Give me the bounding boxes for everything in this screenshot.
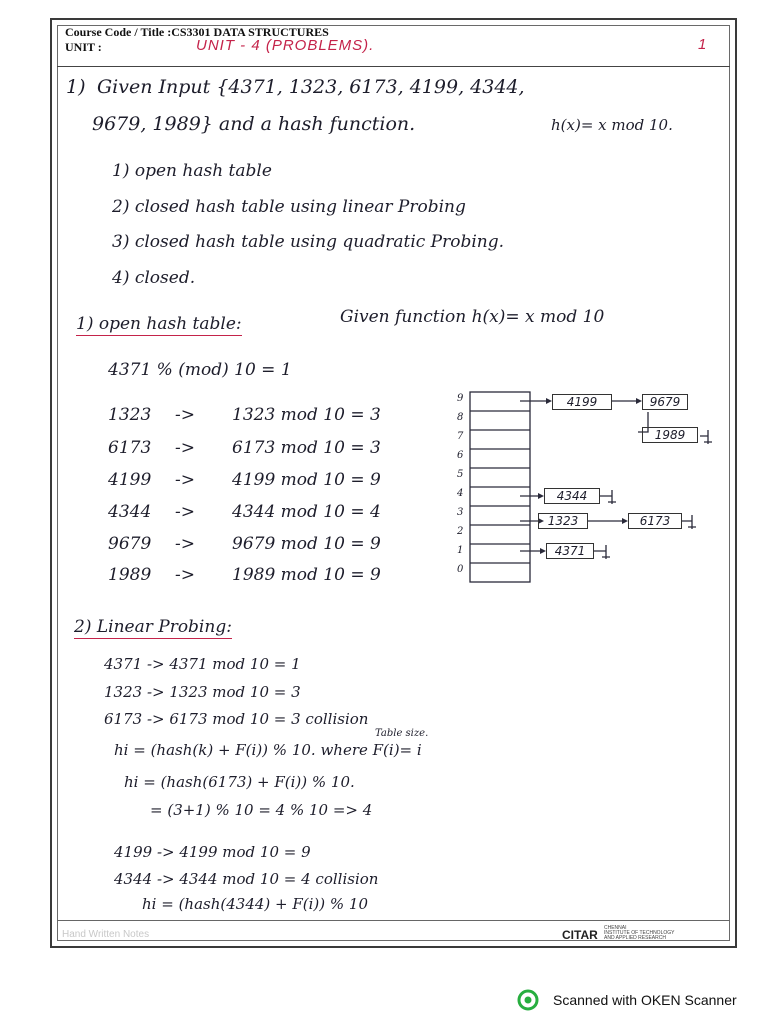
- watermark-text: Hand Written Notes: [62, 929, 150, 940]
- citar-caption: [604, 926, 674, 941]
- mod-row-expr: 1323 mod 10 = 3: [232, 405, 381, 425]
- page-number: 1: [698, 36, 708, 53]
- task-item: 3) closed hash table using quadratic Probing.: [112, 232, 505, 252]
- task-item: 1) open hash table: [112, 161, 272, 181]
- table-index: 5: [457, 469, 464, 480]
- table-index: 6: [457, 450, 464, 461]
- mod-row-expr: 6173 mod 10 = 3: [232, 438, 381, 458]
- linear-line: 4371 -> 4371 mod 10 = 1: [104, 655, 301, 673]
- null-ground-icon: [700, 430, 712, 444]
- mod-row-key: 4199: [108, 470, 152, 490]
- linear-line: 1323 -> 1323 mod 10 = 3: [104, 683, 301, 701]
- task-item: 4) closed.: [112, 268, 196, 288]
- table-index: 0: [457, 564, 464, 575]
- mod-row-arrow: ->: [175, 565, 195, 585]
- mod-row-key: 9679: [108, 534, 152, 554]
- mod-row-arrow: ->: [175, 405, 195, 425]
- mod-row-expr: 4199 mod 10 = 9: [232, 470, 381, 490]
- mod-row-key: 4344: [108, 502, 152, 522]
- table-index: 7: [457, 431, 464, 442]
- hash-function: h(x)= x mod 10.: [551, 116, 673, 134]
- mod-row-arrow: ->: [175, 502, 195, 522]
- table-index: 1: [457, 545, 464, 556]
- caption-line: AND APPLIED RESEARCH: [604, 935, 666, 941]
- chain-node: 1323: [538, 513, 588, 529]
- null-ground-icon: [682, 515, 696, 529]
- chain-node: 6173: [628, 513, 682, 529]
- mod-row-expr: 1989 mod 10 = 9: [232, 565, 381, 585]
- linear-line: 6173 -> 6173 mod 10 = 3 collision: [104, 710, 369, 728]
- course-title: Course Code / Title :CS3301 DATA STRUCTURES: [65, 25, 329, 39]
- section-heading-linear: [74, 617, 232, 637]
- table-index: 8: [457, 412, 464, 423]
- mod-row-arrow: ->: [175, 534, 195, 554]
- unit-handwritten: UNIT - 4 (PROBLEMS).: [196, 37, 375, 54]
- caption-line: INSTITUTE OF TECHNOLOGY: [604, 930, 675, 936]
- citar-logo: CITAR: [562, 928, 598, 942]
- linear-line: 4344 -> 4344 mod 10 = 4 collision: [114, 870, 379, 888]
- linear-formula: hi = (hash(k) + F(i)) % 10. where F(i)= i: [114, 741, 422, 759]
- table-index: 9: [457, 393, 464, 404]
- chain-node: 1989: [642, 427, 698, 443]
- table-index: 3: [457, 507, 464, 518]
- chain-node: 4344: [544, 488, 600, 504]
- caption-line: CHENNAI: [604, 925, 627, 931]
- problem-line-2: 9679, 1989} and a hash function.: [92, 113, 416, 135]
- oken-scanner-icon: [517, 989, 539, 1011]
- open-hash-heading-text: 1) open hash table:: [76, 314, 242, 334]
- linear-calc: hi = (hash(6173) + F(i)) % 10.: [124, 773, 355, 791]
- table-index: 2: [457, 526, 464, 537]
- mod-row-expr: 4344 mod 10 = 4: [232, 502, 381, 522]
- chain-node: 4371: [546, 543, 594, 559]
- linear-calc: = (3+1) % 10 = 4 % 10 => 4: [150, 801, 373, 819]
- mod-row-key: 1323: [108, 405, 152, 425]
- mod-row-expr: 9679 mod 10 = 9: [232, 534, 381, 554]
- mod-row-arrow: ->: [175, 438, 195, 458]
- given-function: Given function h(x)= x mod 10: [340, 307, 605, 327]
- mod-row-key: 1989: [108, 565, 152, 585]
- table-index: 4: [457, 488, 464, 499]
- linear-heading-text: 2) Linear Probing:: [74, 617, 232, 637]
- chain-node: 4199: [552, 394, 612, 410]
- null-ground-icon: [594, 545, 610, 559]
- linear-line: 4199 -> 4199 mod 10 = 9: [114, 843, 311, 861]
- task-item: 2) closed hash table using linear Probing: [112, 197, 466, 217]
- problem-number: 1): [66, 76, 86, 98]
- mod-example: 4371 % (mod) 10 = 1: [108, 360, 292, 380]
- scanner-watermark: Scanned with OKEN Scanner: [553, 992, 737, 1008]
- unit-label: UNIT :: [65, 40, 102, 54]
- problem-line-1: Given Input {4371, 1323, 6173, 4199, 4344,: [97, 76, 525, 98]
- linear-calc: hi = (hash(4344) + F(i)) % 10: [142, 895, 368, 913]
- null-ground-icon: [600, 490, 616, 504]
- table-size-note: Table size.: [375, 728, 429, 739]
- mod-row-arrow: ->: [175, 470, 195, 490]
- mod-row-key: 6173: [108, 438, 152, 458]
- chain-node: 9679: [642, 394, 688, 410]
